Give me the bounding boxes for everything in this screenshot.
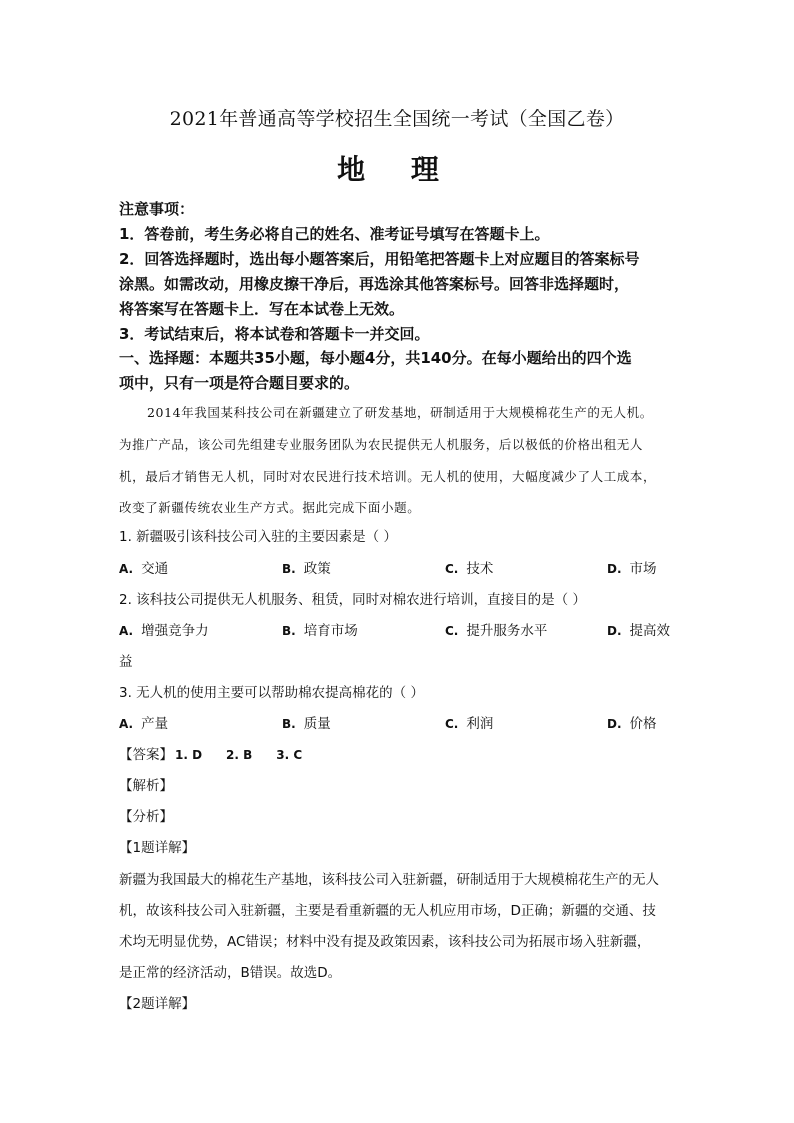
question-stem: 2. 该科技公司提供无人机服务、租赁，同时对棉农进行培训，直接目的是（ ） xyxy=(119,592,586,608)
passage-line: 为推广产品，该公司先组建专业服务团队为农民提供无人机服务，后以极低的价格出租无人 xyxy=(119,437,644,452)
option-a: A. 增强竞争力 xyxy=(119,623,209,639)
answer-line xyxy=(119,743,302,763)
section-heading: 项中，只有一项是符合题目要求的。 xyxy=(119,374,360,392)
detail-line: 术均无明显优势，AC错误；材料中没有提及政策因素，该科技公司为拓展市场入驻新疆， xyxy=(119,934,651,950)
option-c: C. 提升服务水平 xyxy=(445,623,548,639)
section-heading: 一、选择题：本题共35小题，每小题4分，共140分。在每小题给出的四个选 xyxy=(119,349,632,367)
option-a: A. 产量 xyxy=(119,716,169,732)
exam-title: 2021年普通高等学校招生全国统一考试（全国乙卷） xyxy=(169,108,625,130)
question-stem: 1. 新疆吸引该科技公司入驻的主要因素是（ ） xyxy=(119,529,397,545)
answer-value: 2. B xyxy=(226,748,253,762)
notice-item: 2．回答选择题时，选出每小题答案后，用铅笔把答题卡上对应题目的答案标号 xyxy=(119,250,640,268)
analysis-label: 【解析】 xyxy=(119,778,173,794)
answer-label: 【答案】 xyxy=(119,747,173,763)
detail-label: 【1题详解】 xyxy=(119,840,196,856)
option-b: B. 质量 xyxy=(282,716,331,732)
fenxi-label: 【分析】 xyxy=(119,809,173,825)
notice-item: 涂黑。如需改动，用橡皮擦干净后，再选涂其他答案标号。回答非选择题时， xyxy=(119,275,630,293)
notice-item: 将答案写在答题卡上．写在本试卷上无效。 xyxy=(119,300,405,318)
option-d: D. 市场 xyxy=(607,561,657,577)
subject-title: 地 理 xyxy=(337,153,457,186)
answer-value: 3. C xyxy=(276,748,303,762)
detail-line: 新疆为我国最大的棉花生产基地，该科技公司入驻新疆，研制适用于大规模棉花生产的无人 xyxy=(119,872,659,888)
detail-line: 是正常的经济活动，B错误。故选D。 xyxy=(119,965,342,981)
question-stem: 3. 无人机的使用主要可以帮助棉农提高棉花的（ ） xyxy=(119,685,424,701)
option-b: B. 培育市场 xyxy=(282,623,358,639)
option-wrap: 益 xyxy=(119,654,133,670)
notice-item: 3．考试结束后，将本试卷和答题卡一并交回。 xyxy=(119,325,430,343)
answer-value: 1. D xyxy=(175,748,203,762)
option-d: D. 价格 xyxy=(607,716,657,732)
option-b: B. 政策 xyxy=(282,561,331,577)
option-d: D. 提高效 xyxy=(607,623,671,639)
notice-item: 1．答卷前，考生务必将自己的姓名、准考证号填写在答题卡上。 xyxy=(119,225,550,243)
detail-label: 【2题详解】 xyxy=(119,996,196,1012)
passage-line: 2014年我国某科技公司在新疆建立了研发基地，研制适用于大规模棉花生产的无人机。 xyxy=(147,405,653,420)
option-c: C. 技术 xyxy=(445,561,494,577)
option-a: A. 交通 xyxy=(119,561,169,577)
notice-heading: 注意事项： xyxy=(119,200,195,218)
passage-line: 机，最后才销售无人机，同时对农民进行技术培训。无人机的使用，大幅度减少了人工成本， xyxy=(119,469,657,484)
passage-line: 改变了新疆传统农业生产方式。据此完成下面小题。 xyxy=(119,500,421,515)
option-c: C. 利润 xyxy=(445,716,494,732)
detail-line: 机，故该科技公司入驻新疆，主要是看重新疆的无人机应用市场，D正确；新疆的交通、技 xyxy=(119,903,656,919)
